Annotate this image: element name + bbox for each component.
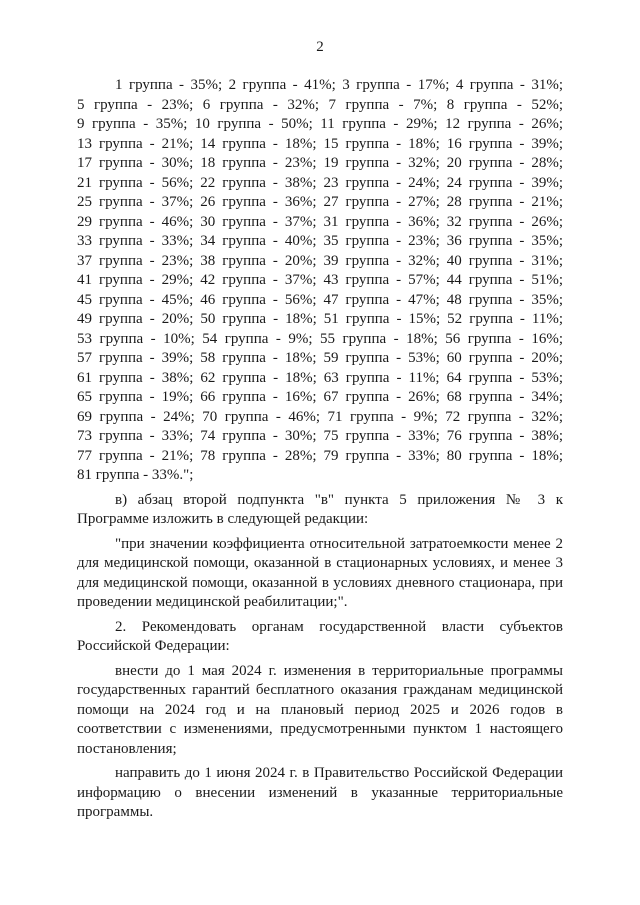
paragraph-item-v: в) абзац второй подпункта "в" пункта 5 приложения № 3 к Программе изложить в следующей редакции: xyxy=(77,491,563,527)
groups-line: 25 группа - 37%; 26 группа - 36%; 27 группа - 27%; 28 группа - 21%; xyxy=(77,194,563,210)
paragraph-deadline-june: направить до 1 июня 2024 г. в Правительство Российской Федерации информацию о внесении изменений в указанные территориальные программы. xyxy=(77,765,563,820)
groups-line: 29 группа - 46%; 30 группа - 37%; 31 группа - 36%; 32 группа - 26%; xyxy=(77,213,563,230)
groups-line: 21 группа - 56%; 22 группа - 38%; 23 группа - 24%; 24 группа - 39%; xyxy=(77,174,563,191)
groups-line-last: 81 группа - 33%."; xyxy=(77,467,194,483)
paragraph-deadline-may: внести до 1 мая 2024 г. изменения в территориальные программы государственных гарантий бесплатного оказания гражданам медицинской помощи на 2024 год и на плановый период 2025 и 2026 годов в соответствии с изменениями, предусмотренными пунктом 1 настоящего постановления; xyxy=(77,662,563,757)
groups-line: 73 группа - 33%; 74 группа - 30%; 75 группа - 33%; 76 группа - 38%; xyxy=(77,428,563,444)
groups-line: 77 группа - 21%; 78 группа - 28%; 79 группа - 33%; 80 группа - 18%; xyxy=(77,447,563,464)
groups-line: 45 группа - 45%; 46 группа - 56%; 47 группа - 47%; 48 группа - 35%; xyxy=(77,291,563,308)
groups-line: 49 группа - 20%; 50 группа - 18%; 51 группа - 15%; 52 группа - 11%; xyxy=(77,311,563,327)
groups-line: 33 группа - 33%; 34 группа - 40%; 35 группа - 23%; 36 группа - 35%; xyxy=(77,233,563,249)
groups-line: 65 группа - 19%; 66 группа - 16%; 67 группа - 26%; 68 группа - 34%; xyxy=(77,389,563,405)
groups-line: 53 группа - 10%; 54 группа - 9%; 55 группа - 18%; 56 группа - 16%; xyxy=(77,330,563,347)
groups-line: 61 группа - 38%; 62 группа - 18%; 63 группа - 11%; 64 группа - 53%; xyxy=(77,369,563,386)
paragraph-point-2: 2. Рекомендовать органам государственной власти субъектов Российской Федерации: xyxy=(77,618,563,654)
groups-line: 69 группа - 24%; 70 группа - 46%; 71 группа - 9%; 72 группа - 32%; xyxy=(77,408,563,425)
groups-line: 9 группа - 35%; 10 группа - 50%; 11 группа - 29%; 12 группа - 26%; xyxy=(77,116,563,132)
groups-line: 57 группа - 39%; 58 группа - 18%; 59 группа - 53%; 60 группа - 20%; xyxy=(77,350,563,366)
groups-line: 17 группа - 30%; 18 группа - 23%; 19 группа - 32%; 20 группа - 28%; xyxy=(77,155,563,171)
groups-line: 13 группа - 21%; 14 группа - 18%; 15 группа - 18%; 16 группа - 39%; xyxy=(77,135,563,152)
page-number: 2 xyxy=(316,39,324,55)
groups-line: 1 группа - 35%; 2 группа - 41%; 3 группа - 17%; 4 группа - 31%; xyxy=(115,77,563,93)
document-body xyxy=(77,76,563,823)
groups-line: 5 группа - 23%; 6 группа - 32%; 7 группа - 7%; 8 группа - 52%; xyxy=(77,96,563,113)
groups-line: 37 группа - 23%; 38 группа - 20%; 39 группа - 32%; 40 группа - 31%; xyxy=(77,252,563,269)
groups-line: 41 группа - 29%; 42 группа - 37%; 43 группа - 57%; 44 группа - 51%; xyxy=(77,272,563,288)
quoted-paragraph: "при значении коэффициента относительной затратоемкости менее 2 для медицинской помощи, оказанной в стационарных условиях, и менее 3 для медицинской помощи, оказанной в условиях дневного стационара, при проведении медицинской реабилитации;". xyxy=(77,535,563,610)
